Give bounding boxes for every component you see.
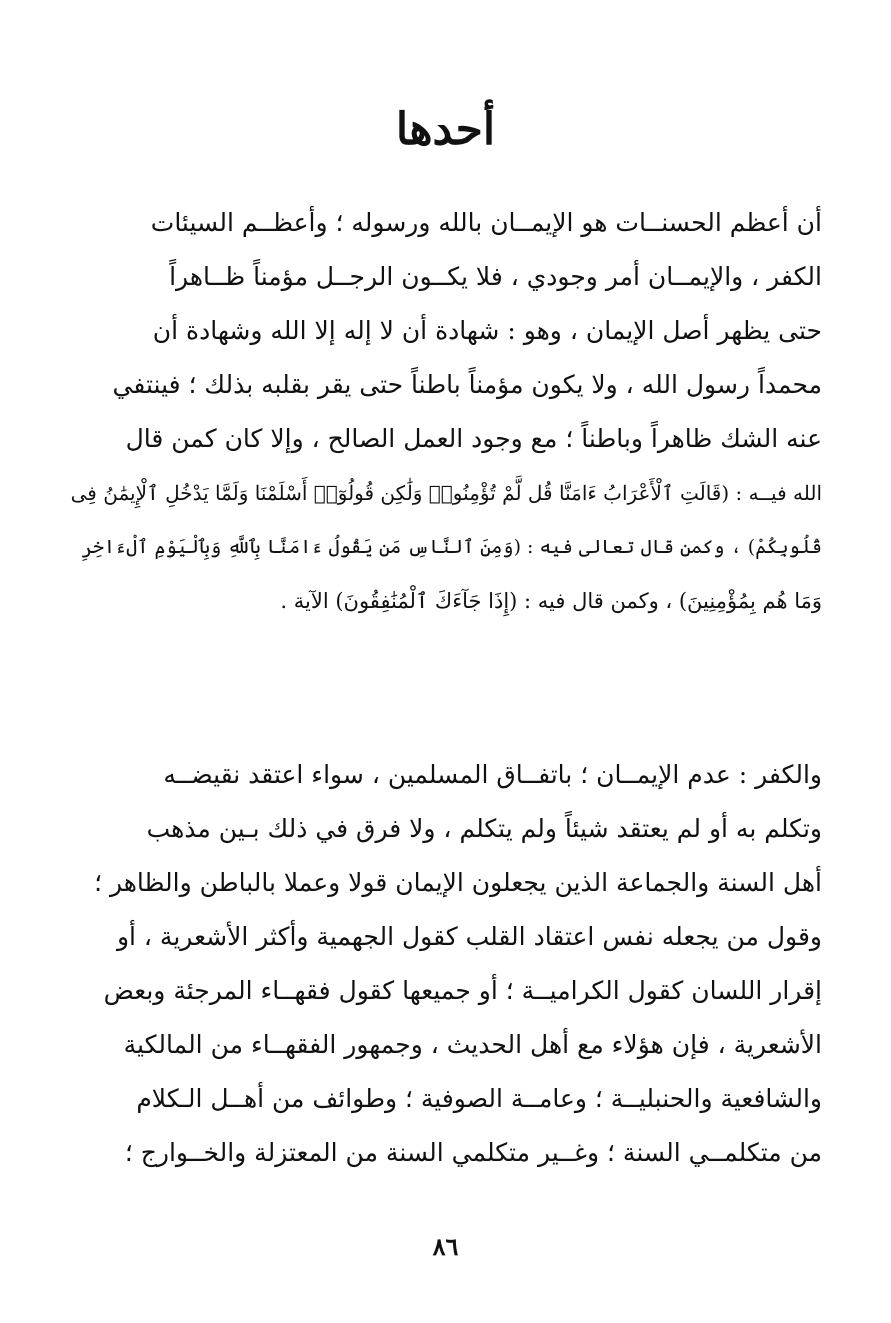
paragraph-1 (70, 196, 822, 628)
text-line: أهل السنة والجماعة الذين يجعلون الإيمان قولا وعملا بالباطن والظاهر ؛ (94, 868, 822, 897)
paragraph-2 (70, 748, 822, 1180)
text-line: والكفر : عدم الإيمــان ؛ باتفــاق المسلمين ، سواء اعتقد نقيضــه (163, 760, 822, 789)
text-line-quran-quote: قُلُوبِكُمْ) ، وكمن قال تعالى فيه : (وَمِنَ ٱلنَّاسِ مَن يَقُولُ ءَامَنَّا بِٱللَّهِ وَبِٱلْيَوْمِ ٱلْءَاخِرِ (81, 536, 822, 558)
section-heading: أحدها (395, 104, 496, 155)
text-line: أن أعظم الحسنــات هو الإيمــان بالله ورسوله ؛ وأعظــم السيئات (150, 208, 822, 237)
text-line: الكفر ، والإيمــان أمر وجودي ، فلا يكــون الرجــل مؤمناً ظــاهراً (169, 262, 822, 291)
page-number: ٨٦ (432, 1232, 459, 1261)
text-line-quran-quote: الله فيــه : (قَالَتِ ٱلْأَعْرَابُ ءَامَنَّا قُل لَّمْ تُؤْمِنُوا۟ وَلَٰكِن قُولُوٓا۟ أَسْلَمْنَا وَلَمَّا يَدْخُلِ ٱلْإِيمَٰنُ فِى (70, 481, 822, 505)
text-line: الأشعرية ، فإن هؤلاء مع أهل الحديث ، وجمهور الفقهــاء من المالكية (123, 1030, 822, 1059)
text-line: من متكلمــي السنة ؛ وغــير متكلمي السنة من المعتزلة والخــوارج ؛ (124, 1138, 822, 1167)
text-line: وقول من يجعله نفس اعتقاد القلب كقول الجهمية وأكثر الأشعرية ، أو (116, 922, 822, 951)
text-line-quran-quote: وَمَا هُم بِمُؤْمِنِينَ) ، وكمن قال فيه : (إِذَا جَآءَكَ ٱلْمُنَٰفِقُونَ) الآية . (280, 589, 822, 613)
text-line: إقرار اللسان كقول الكراميــة ؛ أو جميعها كقول فقهــاء المرجئة وبعض (103, 976, 822, 1005)
text-line: حتى يظهر أصل الإيمان ، وهو : شهادة أن لا إله إلا الله وشهادة أن (152, 316, 822, 345)
text-line: محمداً رسول الله ، ولا يكون مؤمناً باطناً حتى يقر بقلبه بذلك ؛ فينتفي (112, 370, 822, 399)
text-line: وتكلم به أو لم يعتقد شيئاً ولم يتكلم ، ولا فرق في ذلك بـين مذهب (146, 814, 822, 843)
text-line: والشافعية والحنبليــة ؛ وعامــة الصوفية ؛ وطوائف من أهــل الـكلام (136, 1084, 822, 1113)
text-line: عنه الشك ظاهراً وباطناً ؛ مع وجود العمل الصالح ، وإلا كان كمن قال (125, 424, 822, 453)
